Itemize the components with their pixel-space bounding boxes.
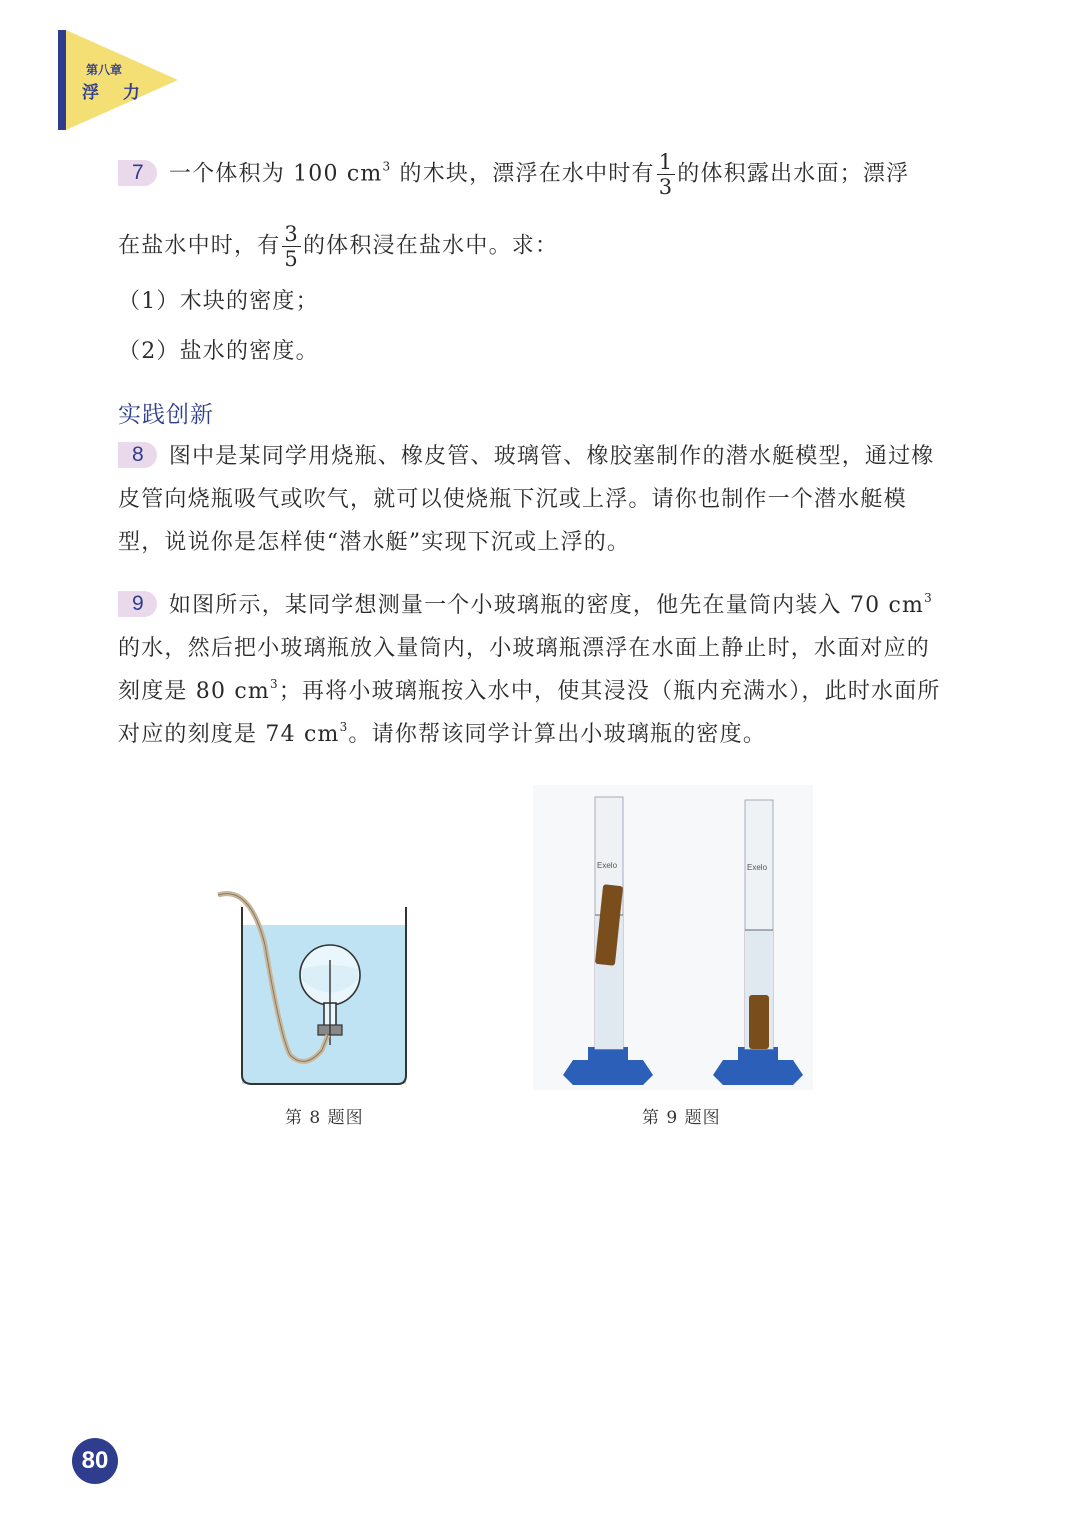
q7-line2: 在盐水中时，有 $\frac{3}{5}$ 的体积浸在盐水中。求： bbox=[118, 222, 559, 271]
small-bottle-submerged bbox=[749, 995, 769, 1049]
page-number: 80 bbox=[72, 1438, 118, 1484]
chapter-tab bbox=[58, 30, 178, 130]
q9-text: 9 如图所示，某同学想测量一个小玻璃瓶的密度，他先在量筒内装入 70 $cm^3$的水，然后把小玻璃瓶放入量筒内，小玻璃瓶漂浮在水面上静止时，水面对应的刻度是 80 $cm^3$；再将小玻璃瓶按入水中，使其浸没（瓶内充满水），此时水面所对应的刻度是 74 $cm^3$。请你帮该同学计算出小玻璃瓶的密度。 bbox=[118, 591, 941, 747]
cylinder-brand-right: Exelo bbox=[747, 863, 768, 872]
chapter-title: 浮 力 bbox=[82, 83, 149, 103]
q8-text: 8 图中是某同学用烧瓶、橡皮管、玻璃管、橡胶塞制作的潜水艇模型，通过橡皮管向烧瓶吸气或吹气，就可以使烧瓶下沉或上浮。请你也制作一个潜水艇模型，说说你是怎样使“潜水艇”实现下沉或上浮的。 bbox=[118, 443, 935, 555]
fraction-three-fifths: $\frac{3}{5}$ bbox=[284, 222, 299, 271]
figure-8-submarine-model bbox=[210, 885, 420, 1090]
q7-sub2: （2）盐水的密度。 bbox=[118, 339, 319, 364]
q8-number: 8 bbox=[118, 442, 157, 468]
figure-9-graduated-cylinders bbox=[533, 785, 813, 1090]
q7-line1: 7 一个体积为 100 $cm^3$ 的木块，漂浮在水中时有 $\frac{1}{3}$ 的体积露出水面；漂浮 bbox=[118, 150, 948, 199]
section-title: 实践创新 bbox=[118, 402, 214, 428]
fraction-one-third: $\frac{1}{3}$ bbox=[658, 150, 674, 199]
cylinder-brand-left: Exelo bbox=[597, 861, 618, 870]
figure-9-caption: 第 9 题图 bbox=[642, 1108, 721, 1128]
chapter-bar bbox=[58, 30, 66, 130]
figure-8-caption: 第 8 题图 bbox=[285, 1108, 364, 1128]
q9-number: 9 bbox=[118, 591, 157, 617]
chapter-number: 第八章 bbox=[86, 63, 123, 77]
q7-sub1: （1）木块的密度； bbox=[118, 289, 319, 314]
q7-number: 7 bbox=[118, 160, 157, 186]
